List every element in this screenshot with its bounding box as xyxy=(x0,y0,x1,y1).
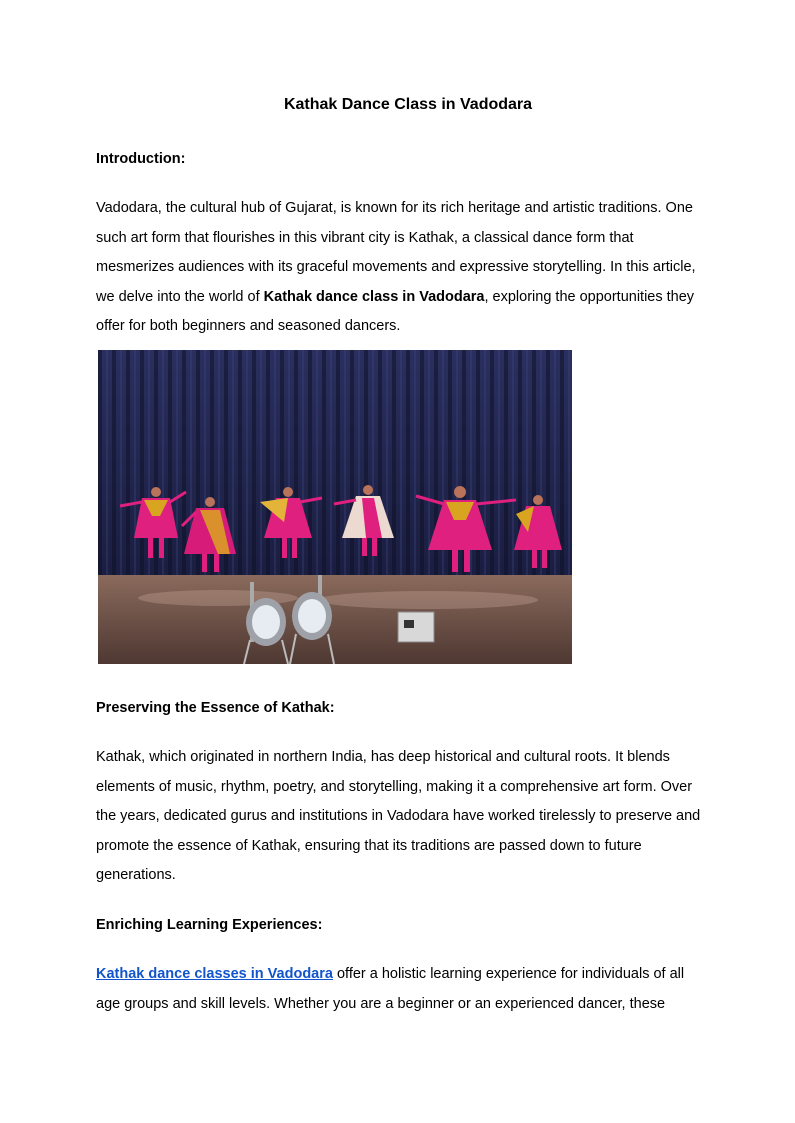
enriching-text: offer a holistic learning experience for individuals of all age groups and skill levels. Whether you are a beginner or an experienced dancer, these xyxy=(96,966,685,1012)
enriching-paragraph xyxy=(96,960,706,1019)
document-title: Kathak Dance Class in Vadodara xyxy=(283,96,533,113)
preserving-heading: Preserving the Essence of Kathak: xyxy=(96,700,335,716)
introduction-heading: Introduction: xyxy=(96,151,186,167)
enriching-heading: Enriching Learning Experiences: xyxy=(96,917,323,933)
kathak-dancers-photo xyxy=(98,350,572,664)
introduction-paragraph xyxy=(96,194,706,342)
introduction-text-start: Vadodara, the cultural hub of Gujarat, is known for its rich heritage and artistic traditions. One such art form that flourishes in this vibrant city is Kathak, a classical dance form that mesmerizes audiences with its graceful movements and expressive storytelling. In this article, we delve into the world of xyxy=(96,200,696,305)
introduction-text-end: , exploring the opportunities they offer for both beginners and seasoned dancers. xyxy=(96,288,695,334)
kathak-classes-link[interactable]: Kathak dance classes in Vadodara xyxy=(96,966,333,982)
introduction-bold-keyword: Kathak dance class in Vadodara xyxy=(263,288,485,305)
preserving-paragraph: Kathak, which originated in northern India, has deep historical and cultural roots. It blends elements of music, rhythm, poetry, and storytelling, making it a comprehensive art form. Over the years, dedicated gurus and institutions in Vadodara have worked tirelessly to preserve and promote the essence of Kathak, ensuring that its traditions are passed down to future generations. xyxy=(96,749,701,883)
